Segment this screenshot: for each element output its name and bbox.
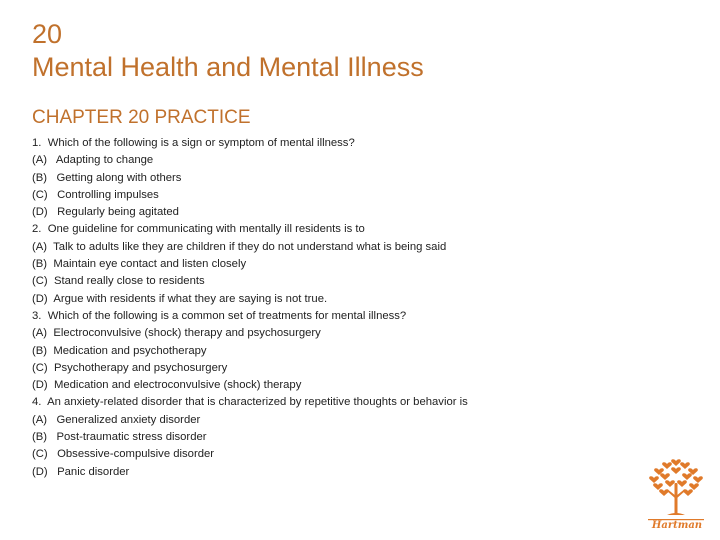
answer-option: (B) Medication and psychotherapy [32, 344, 207, 357]
logo-wordmark: Hartman [651, 520, 703, 531]
hartman-logo [645, 455, 707, 533]
answer-option: (C) Stand really close to residents [32, 275, 205, 288]
answer-option: (D) Medication and electroconvulsive (shock) therapy [32, 379, 302, 392]
question-line: 2. One guideline for communicating with mentally ill residents is to [32, 223, 365, 236]
chapter-number: 20 [32, 19, 63, 49]
answer-option: (D) Regularly being agitated [32, 206, 179, 219]
answer-option: (B) Post-traumatic stress disorder [32, 431, 207, 444]
answer-option: (A) Electroconvulsive (shock) therapy and psychosurgery [32, 327, 321, 340]
question-line: 4. An anxiety-related disorder that is characterized by repetitive thoughts or behavior is [32, 396, 468, 409]
answer-option: (C) Obsessive-compulsive disorder [32, 448, 215, 461]
question-line: 3. Which of the following is a common set of treatments for mental illness? [32, 309, 407, 322]
page-title: Mental Health and Mental Illness [32, 52, 424, 82]
answer-option: (D) Argue with residents if what they are saying is not true. [32, 292, 328, 305]
answer-option: (C) Controlling impulses [32, 188, 159, 201]
slide-title-block [32, 18, 424, 84]
answer-option: (B) Getting along with others [32, 171, 182, 184]
answer-option: (A) Talk to adults like they are children if they do not understand what is being said [32, 240, 447, 253]
question-line: 1. Which of the following is a sign or symptom of mental illness? [32, 137, 355, 149]
answer-option: (C) Psychotherapy and psychosurgery [32, 361, 228, 374]
chapter-subtitle: CHAPTER 20 PRACTICE [32, 107, 251, 128]
practice-questions [32, 135, 468, 481]
answer-option: (B) Maintain eye contact and listen closely [32, 258, 247, 271]
answer-option: (A) Adapting to change [32, 154, 154, 167]
answer-option: (A) Generalized anxiety disorder [32, 413, 201, 426]
answer-option: (D) Panic disorder [32, 465, 130, 478]
